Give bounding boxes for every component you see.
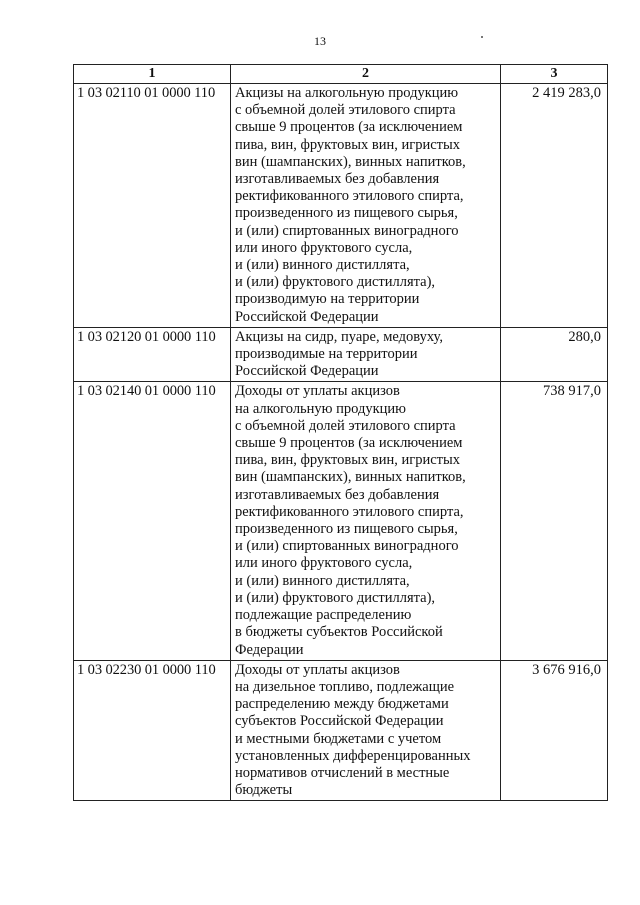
budget-table xyxy=(73,64,608,801)
description-line: и местными бюджетами с учетом xyxy=(235,730,442,747)
budget-code-cell: 1 03 02120 01 0000 110 xyxy=(74,327,231,382)
description-cell xyxy=(231,84,501,328)
description-cell xyxy=(231,660,501,801)
description-line: и (или) винного дистиллята, xyxy=(235,257,410,274)
table-row xyxy=(74,382,608,660)
description-line: и (или) спиртованных виноградного xyxy=(235,538,459,555)
description-line: на дизельное топливо, подлежащие xyxy=(235,678,455,695)
description-line: установленных дифференцированных xyxy=(235,747,471,764)
description-line: произведенного из пищевого сырья, xyxy=(235,521,458,538)
description-line: производимую на территории xyxy=(235,291,420,308)
table-row xyxy=(74,660,608,801)
description-line: на алкогольную продукцию xyxy=(235,400,407,417)
budget-code-cell: 1 03 02140 01 0000 110 xyxy=(74,382,231,660)
description-line: ректификованного этилового спирта, xyxy=(235,188,464,205)
budget-code-cell: 1 03 02230 01 0000 110 xyxy=(74,660,231,801)
amount-cell: 280,0 xyxy=(501,327,608,382)
table-header-row xyxy=(74,65,608,84)
description-line: Доходы от уплаты акцизов xyxy=(235,383,400,400)
description-cell xyxy=(231,382,501,660)
description-line: ректификованного этилового спирта, xyxy=(235,503,464,520)
description-line: свыше 9 процентов (за исключением xyxy=(235,119,463,136)
description-line: Федерации xyxy=(235,641,304,658)
description-line: изготавливаемых без добавления xyxy=(235,171,440,188)
description-cell xyxy=(231,327,501,382)
page-number: 13 xyxy=(314,34,326,48)
description-line: пива, вин, фруктовых вин, игристых xyxy=(235,136,460,153)
description-line: пива, вин, фруктовых вин, игристых xyxy=(235,452,460,469)
column-header-2: 2 xyxy=(231,65,501,84)
column-header-3: 3 xyxy=(501,65,608,84)
scan-speck xyxy=(481,36,483,38)
description-line: вин (шампанских), винных напитков, xyxy=(235,153,466,170)
description-line: или иного фруктового сусла, xyxy=(235,239,413,256)
description-line: и (или) фруктового дистиллята), xyxy=(235,274,436,291)
description-line: с объемной долей этилового спирта xyxy=(235,102,456,119)
description-line: и (или) винного дистиллята, xyxy=(235,572,410,589)
description-line: и (или) спиртованных виноградного xyxy=(235,222,459,239)
description-line: свыше 9 процентов (за исключением xyxy=(235,435,463,452)
description-line: и (или) фруктового дистиллята), xyxy=(235,589,436,606)
table-row xyxy=(74,84,608,328)
description-line: изготавливаемых без добавления xyxy=(235,486,440,503)
description-line: вин (шампанских), винных напитков, xyxy=(235,469,466,486)
description-line: бюджеты xyxy=(235,782,293,799)
amount-cell: 3 676 916,0 xyxy=(501,660,608,801)
budget-code-cell: 1 03 02110 01 0000 110 xyxy=(74,84,231,328)
description-line: распределению между бюджетами xyxy=(235,696,449,713)
description-line: в бюджеты субъектов Российской xyxy=(235,624,443,641)
description-line: с объемной долей этилового спирта xyxy=(235,417,456,434)
description-line: Доходы от уплаты акцизов xyxy=(235,661,400,678)
description-line: производимые на территории xyxy=(235,346,418,363)
description-line: нормативов отчислений в местные xyxy=(235,764,450,781)
description-line: подлежащие распределению xyxy=(235,607,412,624)
description-line: произведенного из пищевого сырья, xyxy=(235,205,458,222)
description-line: или иного фруктового сусла, xyxy=(235,555,413,572)
table-row xyxy=(74,327,608,382)
description-line: Российской Федерации xyxy=(235,308,379,325)
description-line: Акцизы на алкогольную продукцию xyxy=(235,85,459,101)
description-line: субъектов Российской Федерации xyxy=(235,713,444,730)
table-body xyxy=(74,65,608,801)
column-header-1: 1 xyxy=(74,65,231,84)
amount-cell: 738 917,0 xyxy=(501,382,608,660)
description-line: Акцизы на сидр, пуаре, медовуху, xyxy=(235,328,443,345)
description-line: Российской Федерации xyxy=(235,363,379,380)
amount-cell: 2 419 283,0 xyxy=(501,84,608,328)
